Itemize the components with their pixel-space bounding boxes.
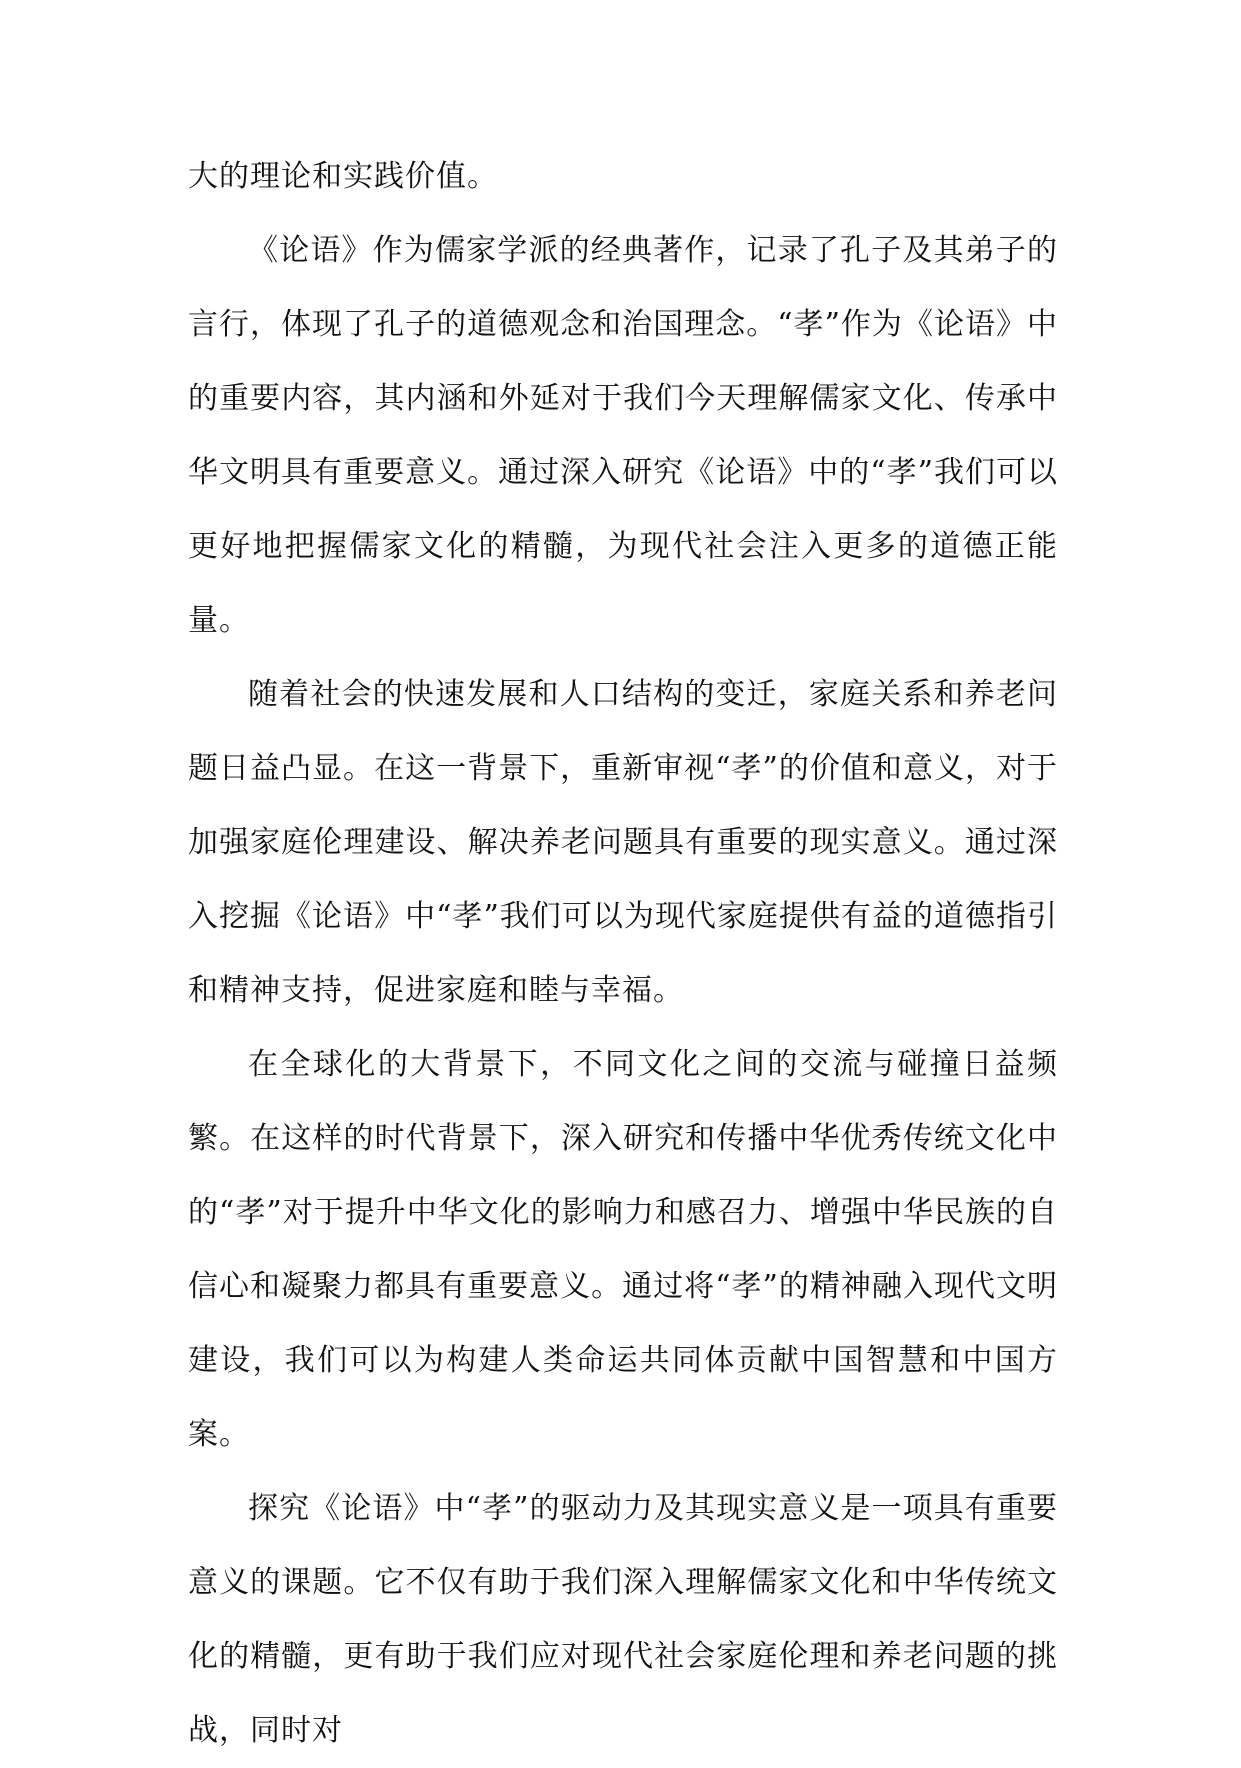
body-text — [188, 140, 1058, 1768]
paragraph-lunyu-intro: 《论语》作为儒家学派的经典著作，记录了孔子及其弟子的言行，体现了孔子的道德观念和治国理念。“孝”作为《论语》中的重要内容，其内涵和外延对于我们今天理解儒家文化、传承中华文明具有重要意义。通过深入研究《论语》中的“孝”我们可以更好地把握儒家文化的精髓，为现代社会注入更多的道德正能量。 — [188, 233, 1058, 638]
paragraph-globalization: 在全球化的大背景下，不同文化之间的交流与碰撞日益频繁。在这样的时代背景下，深入研究和传播中华优秀传统文化中的“孝”对于提升中华文化的影响力和感召力、增强中华民族的自信心和凝聚力都具有重要意义。通过将“孝”的精神融入现代文明建设，我们可以为构建人类命运共同体贡献中国智慧和中国方案。 — [188, 1047, 1058, 1452]
paragraph-continued: 大的理论和实践价值。 — [188, 159, 498, 194]
paragraph-social-change: 随着社会的快速发展和人口结构的变迁，家庭关系和养老问题日益凸显。在这一背景下，重新审视“孝”的价值和意义，对于加强家庭伦理建设、解决养老问题具有重要的现实意义。通过深入挖掘《论语》中“孝”我们可以为现代家庭提供有益的道德指引和精神支持，促进家庭和睦与幸福。 — [188, 677, 1058, 1008]
paragraph-significance: 探究《论语》中“孝”的驱动力及其现实意义是一项具有重要意义的课题。它不仅有助于我们深入理解儒家文化和中华传统文化的精髓，更有助于我们应对现代社会家庭伦理和养老问题的挑战，同时对 — [188, 1491, 1058, 1748]
